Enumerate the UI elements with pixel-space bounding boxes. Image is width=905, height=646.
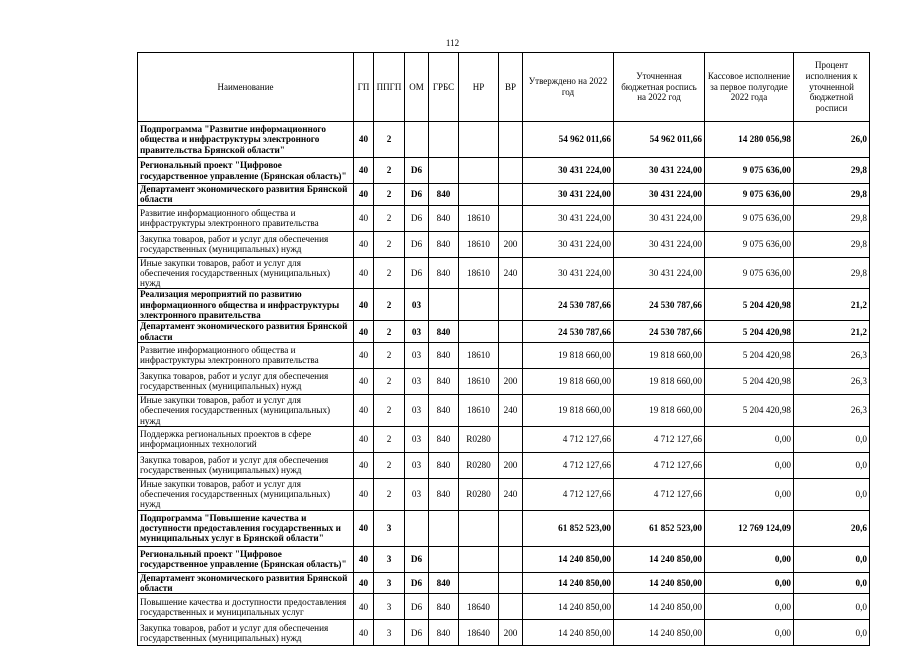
table-row xyxy=(138,620,870,646)
row-revised-cell: 14 240 850,00 xyxy=(614,594,705,620)
row-approved-cell: 30 431 224,00 xyxy=(523,231,614,257)
row-gp-cell: 40 xyxy=(354,572,374,594)
row-vr-cell xyxy=(499,546,523,572)
row-name-cell: Развитие информационного общества и инфраструктуры электронного правительства xyxy=(138,342,354,368)
row-grbs-cell: 840 xyxy=(429,572,459,594)
row-grbs-cell: 840 xyxy=(429,620,459,646)
row-om-cell xyxy=(405,510,429,546)
row-name-cell: Региональный проект "Цифровое государственное управление (Брянская область)" xyxy=(138,158,354,184)
row-approved-cell: 30 431 224,00 xyxy=(523,205,614,231)
row-cash-cell: 9 075 636,00 xyxy=(705,184,794,206)
row-revised-cell: 19 818 660,00 xyxy=(614,342,705,368)
row-approved-cell: 54 962 011,66 xyxy=(523,122,614,158)
row-name-cell: Реализация мероприятий по развитию информационного общества и инфраструктуры электронного правительства xyxy=(138,289,354,321)
row-om-cell: D6 xyxy=(405,158,429,184)
row-revised-cell: 19 818 660,00 xyxy=(614,394,705,426)
row-approved-cell: 14 240 850,00 xyxy=(523,594,614,620)
row-np-cell: 18640 xyxy=(459,594,499,620)
row-percent-cell: 0,0 xyxy=(794,594,870,620)
table-row xyxy=(138,257,870,289)
row-percent-cell: 29,8 xyxy=(794,158,870,184)
row-ppgp-cell: 3 xyxy=(374,546,405,572)
header-row xyxy=(138,53,870,122)
row-vr-cell xyxy=(499,122,523,158)
table-row xyxy=(138,231,870,257)
row-cash-cell: 14 280 056,98 xyxy=(705,122,794,158)
row-ppgp-cell: 2 xyxy=(374,452,405,478)
row-ppgp-cell: 2 xyxy=(374,321,405,343)
row-gp-cell: 40 xyxy=(354,184,374,206)
row-vr-cell xyxy=(499,572,523,594)
row-name-cell: Поддержка региональных проектов в сфере информационных технологий xyxy=(138,426,354,452)
row-om-cell: 03 xyxy=(405,342,429,368)
row-cash-cell: 9 075 636,00 xyxy=(705,257,794,289)
row-ppgp-cell: 2 xyxy=(374,257,405,289)
row-cash-cell: 5 204 420,98 xyxy=(705,342,794,368)
table-row xyxy=(138,158,870,184)
table-row xyxy=(138,594,870,620)
row-np-cell: R0280 xyxy=(459,452,499,478)
row-grbs-cell: 840 xyxy=(429,394,459,426)
row-np-cell xyxy=(459,572,499,594)
row-grbs-cell: 840 xyxy=(429,342,459,368)
row-percent-cell: 26,0 xyxy=(794,122,870,158)
row-percent-cell: 20,6 xyxy=(794,510,870,546)
row-np-cell: 18610 xyxy=(459,231,499,257)
header-ppgp: ППГП xyxy=(374,53,405,122)
table-row xyxy=(138,205,870,231)
row-percent-cell: 29,8 xyxy=(794,257,870,289)
header-gp: ГП xyxy=(354,53,374,122)
row-np-cell: R0280 xyxy=(459,478,499,510)
row-ppgp-cell: 3 xyxy=(374,620,405,646)
row-revised-cell: 30 431 224,00 xyxy=(614,184,705,206)
row-om-cell: D6 xyxy=(405,231,429,257)
row-gp-cell: 40 xyxy=(354,205,374,231)
row-cash-cell: 0,00 xyxy=(705,452,794,478)
row-ppgp-cell: 2 xyxy=(374,205,405,231)
row-percent-cell: 21,2 xyxy=(794,321,870,343)
row-name-cell: Закупка товаров, работ и услуг для обеспечения государственных (муниципальных) нужд xyxy=(138,452,354,478)
row-gp-cell: 40 xyxy=(354,510,374,546)
table-row xyxy=(138,342,870,368)
row-vr-cell xyxy=(499,205,523,231)
row-approved-cell: 19 818 660,00 xyxy=(523,394,614,426)
row-cash-cell: 0,00 xyxy=(705,594,794,620)
header-vr: ВР xyxy=(499,53,523,122)
row-np-cell xyxy=(459,510,499,546)
row-percent-cell: 0,0 xyxy=(794,572,870,594)
row-gp-cell: 40 xyxy=(354,289,374,321)
row-vr-cell xyxy=(499,289,523,321)
row-vr-cell: 240 xyxy=(499,394,523,426)
row-ppgp-cell: 2 xyxy=(374,289,405,321)
row-percent-cell: 0,0 xyxy=(794,426,870,452)
row-cash-cell: 5 204 420,98 xyxy=(705,289,794,321)
row-np-cell xyxy=(459,184,499,206)
row-vr-cell xyxy=(499,321,523,343)
table-row xyxy=(138,184,870,206)
row-grbs-cell: 840 xyxy=(429,257,459,289)
row-np-cell: 18610 xyxy=(459,368,499,394)
row-np-cell: 18610 xyxy=(459,394,499,426)
row-name-cell: Закупка товаров, работ и услуг для обеспечения государственных (муниципальных) нужд xyxy=(138,231,354,257)
table-row xyxy=(138,289,870,321)
row-percent-cell: 29,8 xyxy=(794,205,870,231)
row-grbs-cell: 840 xyxy=(429,368,459,394)
row-gp-cell: 40 xyxy=(354,257,374,289)
table-row xyxy=(138,122,870,158)
row-vr-cell xyxy=(499,184,523,206)
header-np: НР xyxy=(459,53,499,122)
row-revised-cell: 54 962 011,66 xyxy=(614,122,705,158)
row-name-cell: Развитие информационного общества и инфраструктуры электронного правительства xyxy=(138,205,354,231)
table-row xyxy=(138,321,870,343)
row-grbs-cell: 840 xyxy=(429,594,459,620)
row-cash-cell: 9 075 636,00 xyxy=(705,231,794,257)
row-gp-cell: 40 xyxy=(354,478,374,510)
table-row xyxy=(138,546,870,572)
row-np-cell: 18640 xyxy=(459,620,499,646)
row-revised-cell: 14 240 850,00 xyxy=(614,620,705,646)
row-np-cell: 18610 xyxy=(459,342,499,368)
row-grbs-cell xyxy=(429,510,459,546)
row-om-cell: D6 xyxy=(405,546,429,572)
row-approved-cell: 14 240 850,00 xyxy=(523,546,614,572)
row-revised-cell: 4 712 127,66 xyxy=(614,478,705,510)
row-om-cell: 03 xyxy=(405,368,429,394)
row-revised-cell: 4 712 127,66 xyxy=(614,426,705,452)
row-percent-cell: 0,0 xyxy=(794,452,870,478)
table-row xyxy=(138,426,870,452)
row-om-cell: D6 xyxy=(405,594,429,620)
row-gp-cell: 40 xyxy=(354,368,374,394)
row-vr-cell xyxy=(499,342,523,368)
row-ppgp-cell: 2 xyxy=(374,122,405,158)
row-gp-cell: 40 xyxy=(354,426,374,452)
row-approved-cell: 4 712 127,66 xyxy=(523,478,614,510)
row-np-cell xyxy=(459,321,499,343)
row-approved-cell: 4 712 127,66 xyxy=(523,452,614,478)
row-approved-cell: 24 530 787,66 xyxy=(523,289,614,321)
row-ppgp-cell: 3 xyxy=(374,510,405,546)
page-number: 112 xyxy=(445,38,460,48)
row-cash-cell: 9 075 636,00 xyxy=(705,205,794,231)
row-gp-cell: 40 xyxy=(354,620,374,646)
row-revised-cell: 30 431 224,00 xyxy=(614,158,705,184)
row-cash-cell: 5 204 420,98 xyxy=(705,321,794,343)
row-om-cell: 03 xyxy=(405,394,429,426)
row-revised-cell: 19 818 660,00 xyxy=(614,368,705,394)
row-om-cell: D6 xyxy=(405,572,429,594)
row-ppgp-cell: 2 xyxy=(374,231,405,257)
row-om-cell: D6 xyxy=(405,257,429,289)
row-cash-cell: 5 204 420,98 xyxy=(705,368,794,394)
row-om-cell: 03 xyxy=(405,478,429,510)
row-vr-cell: 200 xyxy=(499,620,523,646)
row-name-cell: Подпрограмма "Развитие информационного общества и инфраструктуры электронного правительства Брянской области" xyxy=(138,122,354,158)
row-vr-cell: 200 xyxy=(499,452,523,478)
row-gp-cell: 40 xyxy=(354,394,374,426)
row-approved-cell: 30 431 224,00 xyxy=(523,158,614,184)
row-grbs-cell: 840 xyxy=(429,478,459,510)
header-name: Наименование xyxy=(138,53,354,122)
row-ppgp-cell: 2 xyxy=(374,368,405,394)
row-approved-cell: 4 712 127,66 xyxy=(523,426,614,452)
row-vr-cell xyxy=(499,594,523,620)
header-percent: Процент исполнения к уточненной бюджетной росписи xyxy=(794,53,870,122)
row-approved-cell: 14 240 850,00 xyxy=(523,620,614,646)
row-gp-cell: 40 xyxy=(354,452,374,478)
row-ppgp-cell: 2 xyxy=(374,342,405,368)
row-cash-cell: 5 204 420,98 xyxy=(705,394,794,426)
row-cash-cell: 9 075 636,00 xyxy=(705,158,794,184)
row-om-cell xyxy=(405,122,429,158)
row-vr-cell xyxy=(499,158,523,184)
row-grbs-cell: 840 xyxy=(429,321,459,343)
row-name-cell: Иные закупки товаров, работ и услуг для обеспечения государственных (муниципальных) нужд xyxy=(138,478,354,510)
row-np-cell xyxy=(459,289,499,321)
row-ppgp-cell: 2 xyxy=(374,426,405,452)
row-om-cell: 03 xyxy=(405,289,429,321)
table-row xyxy=(138,478,870,510)
row-np-cell: R0280 xyxy=(459,426,499,452)
row-vr-cell xyxy=(499,510,523,546)
header-approved: Утверждено на 2022 год xyxy=(523,53,614,122)
header-om: ОМ xyxy=(405,53,429,122)
row-vr-cell: 240 xyxy=(499,257,523,289)
row-percent-cell: 29,8 xyxy=(794,231,870,257)
row-np-cell xyxy=(459,122,499,158)
budget-execution-table xyxy=(137,52,870,646)
row-approved-cell: 14 240 850,00 xyxy=(523,572,614,594)
row-percent-cell: 0,0 xyxy=(794,620,870,646)
row-om-cell: D6 xyxy=(405,205,429,231)
row-revised-cell: 61 852 523,00 xyxy=(614,510,705,546)
row-gp-cell: 40 xyxy=(354,594,374,620)
row-approved-cell: 61 852 523,00 xyxy=(523,510,614,546)
row-cash-cell: 0,00 xyxy=(705,546,794,572)
row-cash-cell: 0,00 xyxy=(705,426,794,452)
row-approved-cell: 19 818 660,00 xyxy=(523,342,614,368)
row-grbs-cell xyxy=(429,289,459,321)
row-gp-cell: 40 xyxy=(354,122,374,158)
row-revised-cell: 30 431 224,00 xyxy=(614,205,705,231)
row-np-cell: 18610 xyxy=(459,205,499,231)
row-om-cell: D6 xyxy=(405,184,429,206)
row-percent-cell: 21,2 xyxy=(794,289,870,321)
row-name-cell: Региональный проект "Цифровое государственное управление (Брянская область)" xyxy=(138,546,354,572)
row-om-cell: D6 xyxy=(405,620,429,646)
row-gp-cell: 40 xyxy=(354,231,374,257)
row-ppgp-cell: 2 xyxy=(374,158,405,184)
row-ppgp-cell: 2 xyxy=(374,394,405,426)
row-om-cell: 03 xyxy=(405,321,429,343)
table-row xyxy=(138,452,870,478)
row-ppgp-cell: 3 xyxy=(374,572,405,594)
row-om-cell: 03 xyxy=(405,452,429,478)
row-revised-cell: 4 712 127,66 xyxy=(614,452,705,478)
row-vr-cell: 240 xyxy=(499,478,523,510)
row-grbs-cell: 840 xyxy=(429,231,459,257)
row-np-cell xyxy=(459,158,499,184)
row-name-cell: Иные закупки товаров, работ и услуг для обеспечения государственных (муниципальных) нужд xyxy=(138,257,354,289)
row-grbs-cell: 840 xyxy=(429,452,459,478)
row-name-cell: Иные закупки товаров, работ и услуг для обеспечения государственных (муниципальных) нужд xyxy=(138,394,354,426)
table-row xyxy=(138,368,870,394)
row-name-cell: Департамент экономического развития Брянской области xyxy=(138,321,354,343)
table-row xyxy=(138,510,870,546)
row-name-cell: Закупка товаров, работ и услуг для обеспечения государственных (муниципальных) нужд xyxy=(138,368,354,394)
row-grbs-cell: 840 xyxy=(429,205,459,231)
row-np-cell: 18610 xyxy=(459,257,499,289)
row-name-cell: Департамент экономического развития Брянской области xyxy=(138,184,354,206)
row-name-cell: Подпрограмма "Повышение качества и доступности предоставления государственных и муниципальных услуг в Брянской области" xyxy=(138,510,354,546)
table-body xyxy=(138,122,870,646)
row-approved-cell: 30 431 224,00 xyxy=(523,257,614,289)
table-row xyxy=(138,572,870,594)
header-revised: Уточненная бюджетная роспись на 2022 год xyxy=(614,53,705,122)
row-revised-cell: 14 240 850,00 xyxy=(614,572,705,594)
row-percent-cell: 0,0 xyxy=(794,478,870,510)
row-approved-cell: 24 530 787,66 xyxy=(523,321,614,343)
row-name-cell: Департамент экономического развития Брянской области xyxy=(138,572,354,594)
row-grbs-cell: 840 xyxy=(429,184,459,206)
row-revised-cell: 30 431 224,00 xyxy=(614,257,705,289)
row-revised-cell: 30 431 224,00 xyxy=(614,231,705,257)
row-gp-cell: 40 xyxy=(354,342,374,368)
row-revised-cell: 14 240 850,00 xyxy=(614,546,705,572)
row-cash-cell: 12 769 124,09 xyxy=(705,510,794,546)
row-name-cell: Повышение качества и доступности предоставления государственных и муниципальных услуг xyxy=(138,594,354,620)
row-approved-cell: 30 431 224,00 xyxy=(523,184,614,206)
row-grbs-cell xyxy=(429,158,459,184)
row-percent-cell: 26,3 xyxy=(794,394,870,426)
row-cash-cell: 0,00 xyxy=(705,620,794,646)
row-revised-cell: 24 530 787,66 xyxy=(614,321,705,343)
row-grbs-cell xyxy=(429,122,459,158)
row-ppgp-cell: 2 xyxy=(374,478,405,510)
row-percent-cell: 26,3 xyxy=(794,342,870,368)
row-grbs-cell: 840 xyxy=(429,426,459,452)
row-np-cell xyxy=(459,546,499,572)
row-gp-cell: 40 xyxy=(354,158,374,184)
row-vr-cell xyxy=(499,426,523,452)
row-grbs-cell xyxy=(429,546,459,572)
row-vr-cell: 200 xyxy=(499,368,523,394)
row-ppgp-cell: 2 xyxy=(374,184,405,206)
row-om-cell: 03 xyxy=(405,426,429,452)
table-row xyxy=(138,394,870,426)
row-gp-cell: 40 xyxy=(354,546,374,572)
row-percent-cell: 29,8 xyxy=(794,184,870,206)
row-percent-cell: 0,0 xyxy=(794,546,870,572)
row-ppgp-cell: 3 xyxy=(374,594,405,620)
row-gp-cell: 40 xyxy=(354,321,374,343)
row-name-cell: Закупка товаров, работ и услуг для обеспечения государственных (муниципальных) нужд xyxy=(138,620,354,646)
row-percent-cell: 26,3 xyxy=(794,368,870,394)
header-grbs: ГРБС xyxy=(429,53,459,122)
row-vr-cell: 200 xyxy=(499,231,523,257)
row-revised-cell: 24 530 787,66 xyxy=(614,289,705,321)
row-cash-cell: 0,00 xyxy=(705,572,794,594)
row-approved-cell: 19 818 660,00 xyxy=(523,368,614,394)
header-cash: Кассовое исполнение за первое полугодие 2022 года xyxy=(705,53,794,122)
row-cash-cell: 0,00 xyxy=(705,478,794,510)
